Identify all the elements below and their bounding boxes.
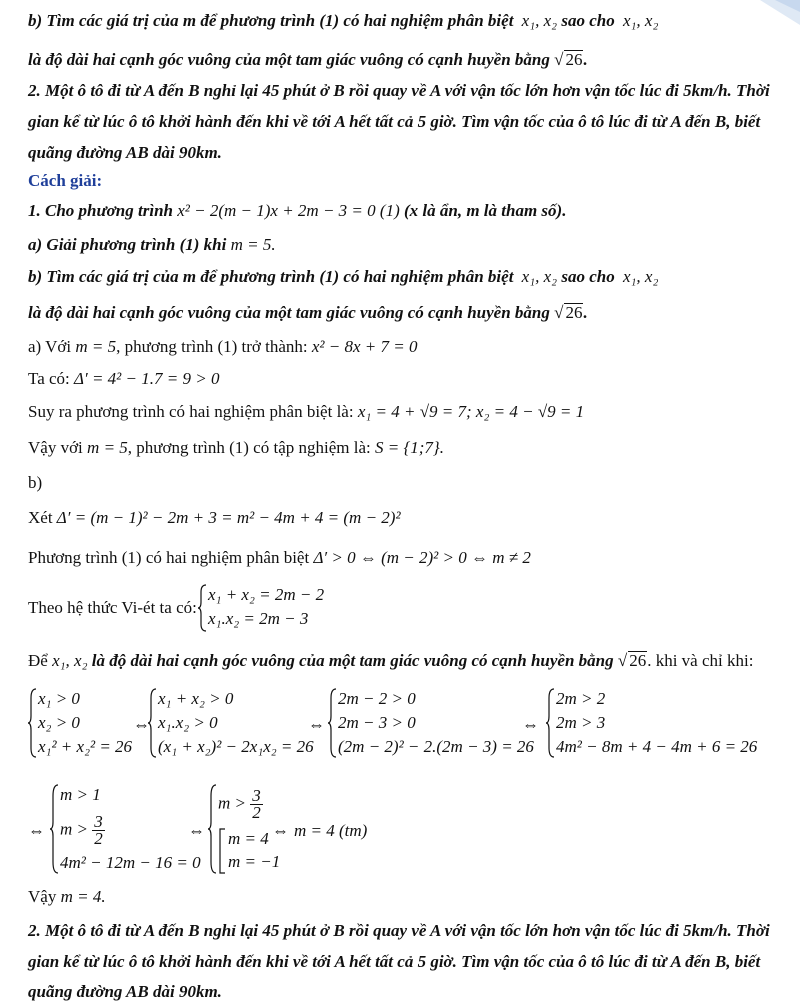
answer-a-line-1: a) Với m = 5, phương trình (1) trở thành: x² − 8x + 7 = 0 bbox=[28, 337, 418, 356]
fraction-three-halves: $\frac{3}{2}$ bbox=[252, 786, 261, 822]
problem-b-line-2: là độ dài hai cạnh góc vuông của một tam giác vuông có cạnh huyền bằng √ 26. bbox=[28, 50, 588, 69]
conclusion: Vậy m = 4. bbox=[28, 887, 106, 906]
answer-a-line-4: Vậy với m = 5, phương trình (1) có tập nghiệm là: S = {1;7}. bbox=[28, 438, 444, 457]
problem-2-repeat-line-3: quãng đường AB dài 90km. bbox=[28, 982, 222, 1001]
solution-heading: Cách giải: bbox=[28, 171, 103, 190]
answer-b-line-1: Xét Δ′ = (m − 1)² − 2m + 3 = m² − 4m + 4 = (m − 2)² bbox=[28, 508, 401, 527]
iff-symbol: ⇔ bbox=[28, 821, 45, 840]
problem-2-repeat-line-1: 2. Một ô tô đi từ A đến B nghỉ lại 45 phút ở B rồi quay về A với vận tốc lớn hơn vận tốc lúc đi 5km/h. Thời bbox=[28, 921, 770, 940]
brace-icon bbox=[546, 688, 556, 758]
solution-pb-line-2: là độ dài hai cạnh góc vuông của một tam giác vuông có cạnh huyền bằng √ 26. bbox=[28, 303, 588, 322]
brace-icon bbox=[198, 584, 208, 632]
solution-pa: a) Giải phương trình (1) khi m = 5. bbox=[28, 235, 276, 254]
system-1: x₁ > 0 x₂ > 0 x₁² + x₂² = 26 bbox=[28, 688, 148, 758]
answer-a-line-2: Ta có: Δ′ = 4² − 1.7 = 9 > 0 bbox=[28, 369, 220, 388]
brace-icon bbox=[208, 784, 218, 874]
brace-icon bbox=[50, 784, 60, 874]
problem-2-line-2: gian kể từ lúc ô tô khởi hành đến khi về tới A hết tất cả 5 giờ. Tìm vận tốc của ô tô lúc đi từ A đến B, biết bbox=[28, 112, 761, 131]
brace-icon bbox=[28, 688, 38, 758]
problem-2-repeat-line-2: gian kể từ lúc ô tô khởi hành đến khi về tới A hết tất cả 5 giờ. Tìm vận tốc của ô tô lúc đi từ A đến B, biết bbox=[28, 952, 761, 971]
brace-icon bbox=[328, 688, 338, 758]
result: m = 4 (tm) bbox=[294, 821, 368, 840]
iff-symbol: ⇔ bbox=[188, 821, 205, 840]
iff-symbol: ⇔ bbox=[522, 715, 539, 734]
system-3: 2m − 2 > 0 2m − 3 > 0 (2m − 2)² − 2.(2m − 3) = 26 bbox=[328, 688, 528, 758]
system-5: m > 1 m > $\frac{3}{2}$ 4m² − 12m − 16 = 0 bbox=[50, 784, 200, 876]
system-6: m > $\frac{3}{2}$ m = 4 m = −1 bbox=[208, 784, 288, 876]
problem-2-line-3: quãng đường AB dài 90km. bbox=[28, 143, 222, 162]
system-2: x₁ + x₂ > 0 x₁.x₂ > 0 (x₁ + x₂)² − 2x₁x₂ = 26 bbox=[148, 688, 318, 758]
fraction-three-halves: $\frac{3}{2}$ bbox=[94, 812, 103, 848]
condition-line: Để x₁, x₂ là độ dài hai cạnh góc vuông của một tam giác vuông có cạnh huyền bằng √ 26. khi và chỉ khi: bbox=[28, 651, 754, 670]
problem-b-line-1: b) Tìm các giá trị của m để phương trình (1) có hai nghiệm phân biệt x₁, x₂ sao cho x₁, x₂ bbox=[28, 11, 659, 30]
solution-p1: 1. Cho phương trình x² − 2(m − 1)x + 2m − 3 = 0 (1) (x là ẩn, m là tham số). bbox=[28, 201, 567, 220]
answer-a-line-3: Suy ra phương trình có hai nghiệm phân biệt là: x₁ = 4 + √9 = 7; x₂ = 4 − √9 = 1 bbox=[28, 402, 585, 421]
brace-icon bbox=[148, 688, 158, 758]
iff-symbol: ⇔ bbox=[272, 821, 289, 840]
solution-pb-line-1: b) Tìm các giá trị của m để phương trình (1) có hai nghiệm phân biệt x₁, x₂ sao cho x₁, x₂ bbox=[28, 267, 659, 286]
vieta-system: x₁ + x₂ = 2m − 2 x₁.x₂ = 2m − 3 bbox=[198, 584, 338, 634]
iff-symbol: ⇔ bbox=[308, 715, 325, 734]
vieta-intro: Theo hệ thức Vi-ét ta có: bbox=[28, 598, 197, 617]
answer-b-label: b) bbox=[28, 473, 43, 492]
corner-decoration bbox=[740, 0, 800, 30]
problem-2-line-1: 2. Một ô tô đi từ A đến B nghỉ lại 45 phút ở B rồi quay về A với vận tốc lớn hơn vận tốc lúc đi 5km/h. Thời bbox=[28, 81, 770, 100]
bracket-icon bbox=[218, 828, 226, 874]
answer-b-line-2: Phương trình (1) có hai nghiệm phân biệt Δ′ > 0 ⇔ (m − 2)² > 0 ⇔ m ≠ 2 bbox=[28, 548, 531, 567]
system-4: 2m > 2 2m > 3 4m² − 8m + 4 − 4m + 6 = 26 bbox=[546, 688, 756, 758]
iff-symbol: ⇔ bbox=[133, 715, 150, 734]
